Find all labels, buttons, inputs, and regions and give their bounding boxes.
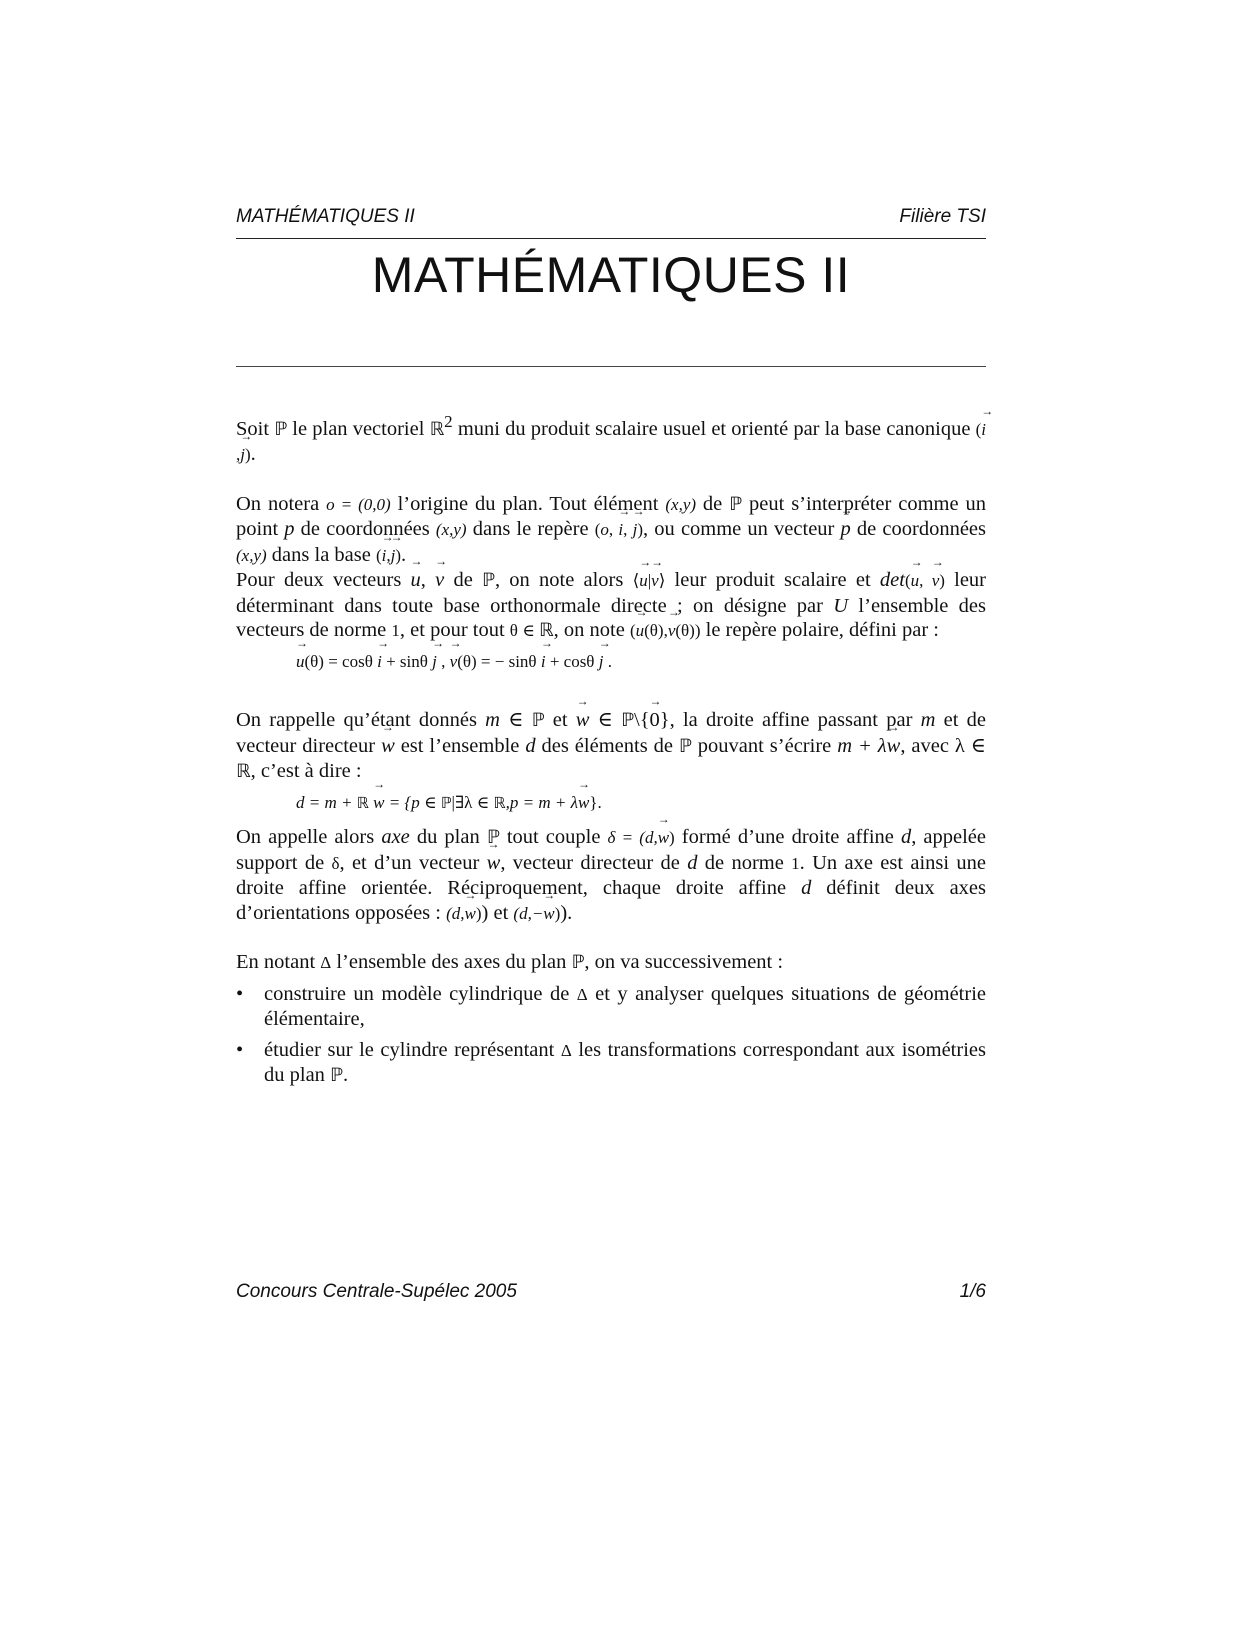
plan-list <box>236 982 986 1089</box>
page-footer <box>236 1281 986 1311</box>
paragraph-axis-definition: On appelle alors axe du plan ℙ tout couple δ = (d,→ w) formé d’une droite affine d, appelée support de δ, et d’un vecteur → w, vecteur directeur de d de norme 1. Un axe est ainsi une droite affine orientée. Réciproquement, chaque droite affine d définit deux axes d’orientations opposées : (d,→ w)) et (d,−→ w)). <box>236 825 986 926</box>
paragraph-intro: Soit ℙ le plan vectoriel ℝ$^2$ muni du produit scalaire usuel et orienté par la base canonique (→ i,→ j). <box>236 410 986 468</box>
paragraph-plan: En notant Δ l’ensemble des axes du plan ℙ, on va successivement : <box>236 951 784 974</box>
list-item: • étudier sur le cylindre représentant Δ les transformations correspondant aux isométries du plan ℙ. <box>236 1038 986 1087</box>
footer-left: Concours Centrale-Supélec 2005 <box>236 1281 517 1302</box>
header-right: Filière TSI <box>899 206 986 227</box>
running-header <box>236 206 986 236</box>
list-item: • construire un modèle cylindrique de Δ et y analyser quelques situations de géométrie élémentaire, <box>236 982 986 1031</box>
page-title: MATHÉMATIQUES II <box>371 247 851 303</box>
header-rule <box>236 238 986 239</box>
document-body <box>236 410 986 1095</box>
bullet-icon: • <box>236 982 244 1005</box>
bullet-icon: • <box>236 1038 244 1061</box>
title-rule <box>236 366 986 367</box>
paragraph-vectors: Pour deux vecteurs → u, → v de ℙ, on note alors ⟨→ u|→ v⟩ leur produit scalaire et det(→ u, → v) leur déterminant dans toute base orthonormale directe ; on désigne par U l’ensemble des vecteurs de norme 1, et pour tout θ ∈ ℝ, on note (→ u(θ),→ v(θ)) le repère polaire, défini par : <box>236 568 986 644</box>
paragraph-affine-line: On rappelle qu’étant donnés m ∈ ℙ et → w ∈ ℙ\{→ 0}, la droite affine passant par m et de vecteur directeur → w est l’ensemble d des éléments de ℙ pouvant s’écrire m + λ→ w, avec λ ∈ ℝ, c’est à dire : <box>236 708 986 785</box>
header-left: MATHÉMATIQUES II <box>236 206 415 227</box>
paragraph-origin: On notera o = (0,0) l’origine du plan. Tout élément (x,y) de ℙ peut s’interpréter comme un point p de coordonnées (x,y) dans le repère (o, → i, → j), ou comme un vecteur → p de coordonnées (x,y) dans la base (→ i,→ j). <box>236 492 986 569</box>
equation-polar-frame: → u(θ) = cosθ → i + sinθ → j , → v(θ) = − sinθ → i + cosθ → j . <box>236 650 986 675</box>
equation-affine-line: d = m + ℝ → w = {p ∈ ℙ|∃λ ∈ ℝ,p = m + λ→ w}. <box>236 791 986 816</box>
page-number: 1/6 <box>959 1281 986 1302</box>
